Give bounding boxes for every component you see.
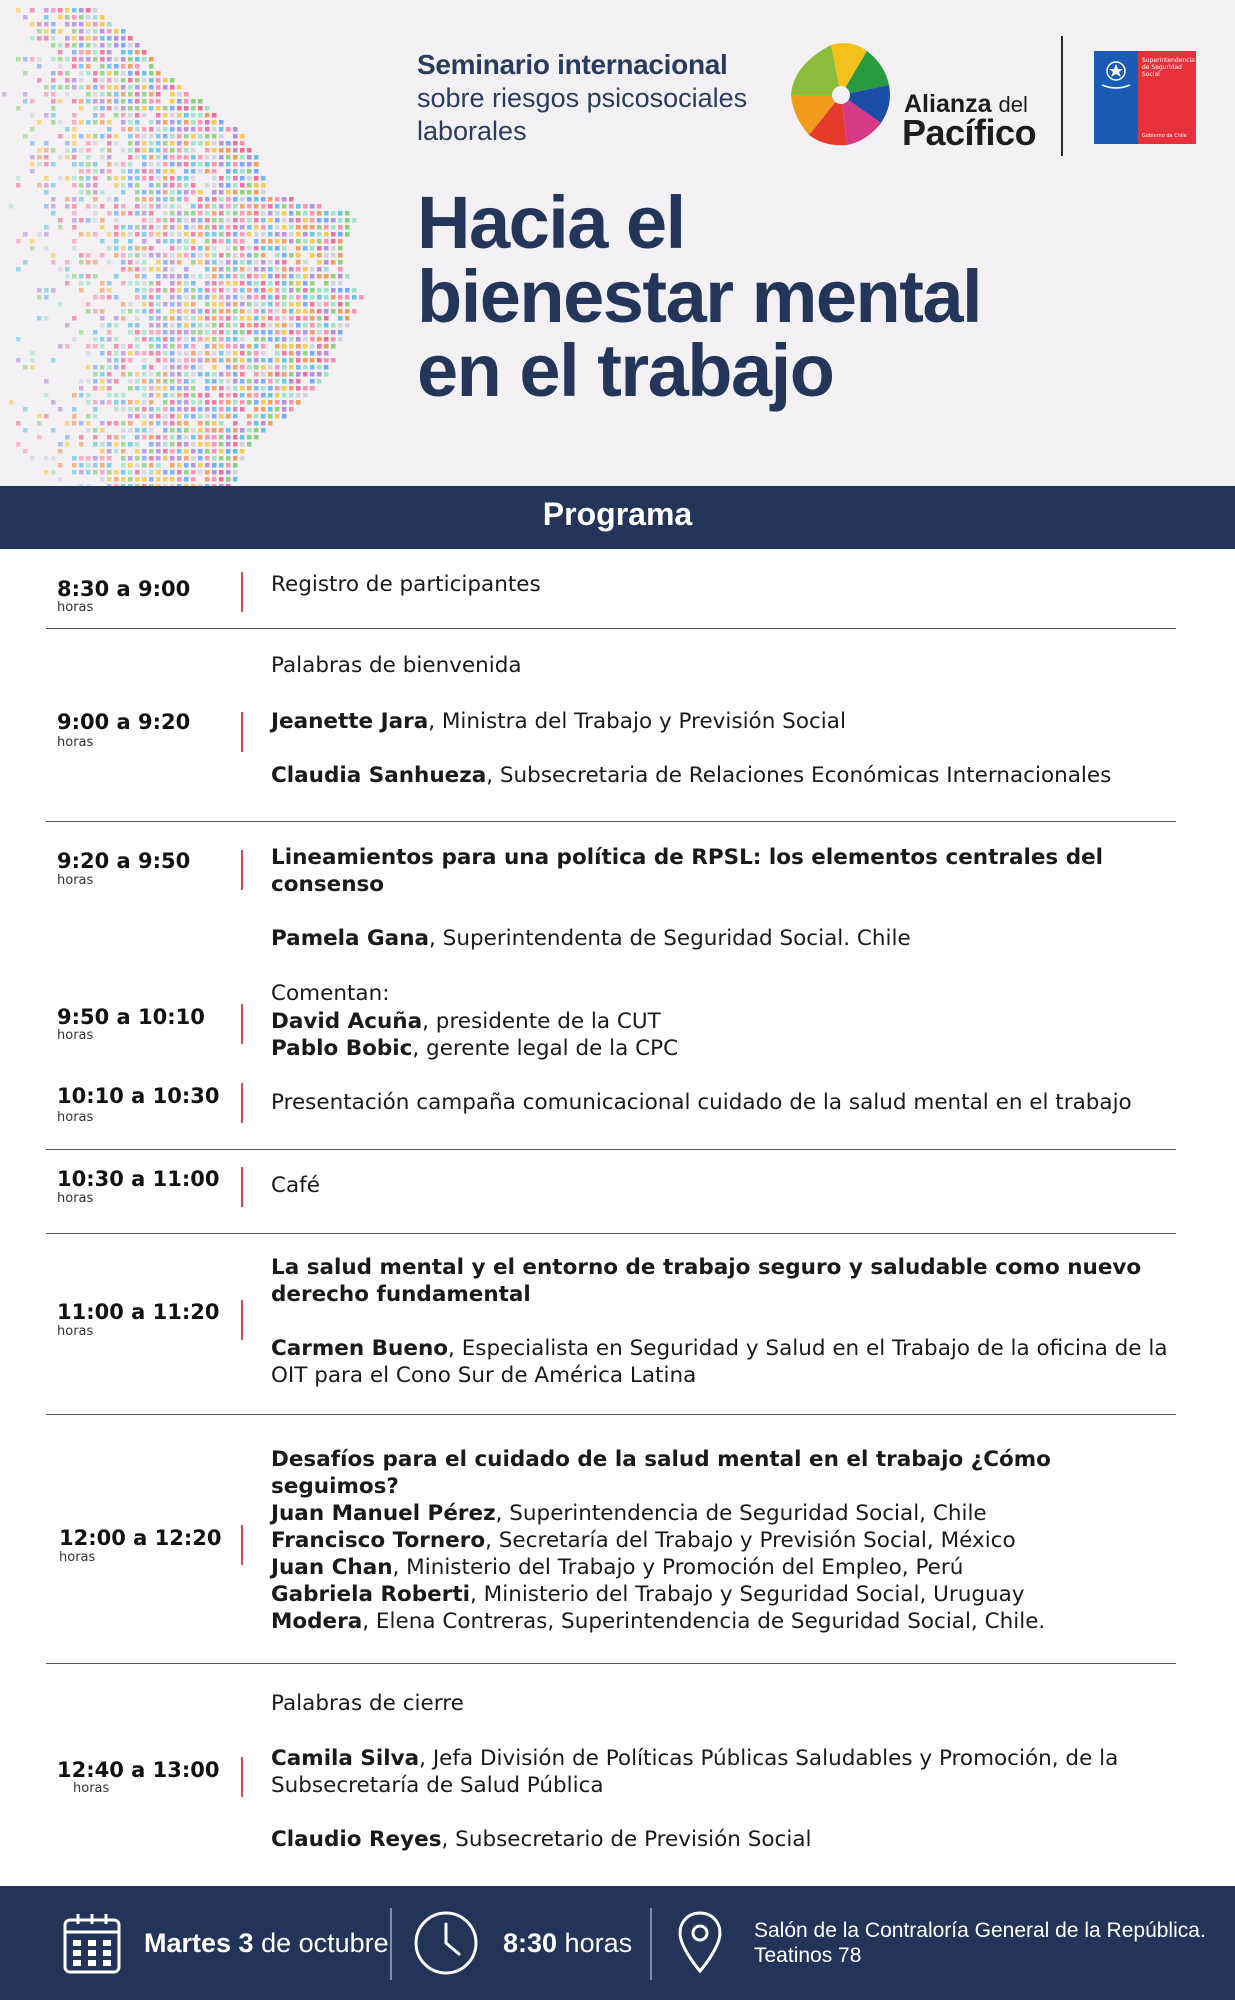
event-info-footer <box>0 1886 1235 2000</box>
session-title: Desafíos para el cuidado de la salud mental en el trabajo ¿Cómo seguimos? <box>271 1447 1051 1499</box>
row-divider <box>241 1757 243 1797</box>
row-separator <box>46 1663 1176 1664</box>
seminar-line-2: sobre riesgos psicosociales <box>417 83 748 113</box>
speaker-line: Camila Silva, Jefa División de Políticas Públicas Saludables y Promoción, de la Subsecretaría de Salud Pública <box>271 1746 1119 1798</box>
program-section-bar <box>0 486 1235 549</box>
seminar-subtitle <box>417 48 797 148</box>
time-unit: horas <box>57 600 94 615</box>
row-separator <box>46 1149 1176 1150</box>
time-unit: horas <box>57 1028 94 1043</box>
row-divider <box>241 1300 243 1340</box>
agenda-text: Presentación campaña comunicacional cuidado de la salud mental en el trabajo <box>271 1090 1132 1115</box>
seminar-line-3: laborales <box>417 116 527 146</box>
time-unit: horas <box>59 1550 96 1565</box>
event-location <box>754 1918 1206 1968</box>
event-date: Martes 3 de octubre <box>144 1928 389 1958</box>
coat-of-arms-icon <box>1094 55 1138 95</box>
gobierno-chile-logo <box>1094 51 1196 144</box>
event-time: 8:30 horas <box>503 1928 633 1958</box>
row-separator <box>46 821 1176 822</box>
session-title: La salud mental y el entorno de trabajo seguro y saludable como nuevo derecho fundamental <box>271 1255 1142 1307</box>
speaker-line: Modera, Elena Contreras, Superintendencia de Seguridad Social, Chile. <box>271 1609 1046 1634</box>
time-unit: horas <box>57 1110 94 1125</box>
agenda-intro: Palabras de cierre <box>271 1691 464 1716</box>
speaker-line: Pamela Gana, Superintendenta de Seguridad Social. Chile <box>271 926 911 951</box>
face-dots-illustration <box>0 0 400 486</box>
speaker-line: Claudio Reyes, Subsecretario de Previsión Social <box>271 1827 812 1852</box>
calendar-icon <box>63 1912 121 1974</box>
time-unit: horas <box>73 1781 110 1796</box>
footer-divider <box>650 1908 652 1980</box>
title-line-1: Hacia el <box>417 181 685 264</box>
time-label: 10:30 a 11:00 <box>57 1167 220 1191</box>
alianza-logo-word-1: Alianza del <box>904 90 1028 118</box>
time-unit: horas <box>57 1324 94 1339</box>
time-label: 11:00 a 11:20 <box>57 1300 220 1324</box>
time-label: 10:10 a 10:30 <box>57 1084 220 1108</box>
speaker-line: Francisco Tornero, Secretaría del Trabajo y Previsión Social, México <box>271 1528 1016 1553</box>
row-divider <box>241 1167 243 1207</box>
speaker-line: David Acuña, presidente de la CUT <box>271 1009 661 1034</box>
header <box>0 0 1235 486</box>
row-divider <box>241 572 243 612</box>
program-heading: Programa <box>542 496 693 532</box>
gob-logo-text: Superintendencia de Seguridad Social <box>1142 57 1195 78</box>
speaker-line: Claudia Sanhueza, Subsecretaria de Relaciones Económicas Internacionales <box>271 763 1112 788</box>
speaker-line: Juan Chan, Ministerio del Trabajo y Promoción del Empleo, Perú <box>271 1555 964 1580</box>
seminar-line-1: Seminario internacional <box>417 49 728 80</box>
alianza-logo-word-2: Pacífico <box>902 112 1037 153</box>
footer-divider <box>390 1908 392 1980</box>
time-label: 12:00 a 12:20 <box>59 1526 222 1550</box>
location-line-2: Teatinos 78 <box>754 1944 862 1967</box>
gob-logo-subtext: Gobierno de Chile <box>1142 133 1187 139</box>
row-separator <box>46 628 1176 629</box>
speaker-line: Jeanette Jara, Ministra del Trabajo y Previsión Social <box>271 709 846 734</box>
alianza-logo <box>786 40 1036 160</box>
alianza-logo-mark <box>786 40 896 150</box>
title-line-3: en el trabajo <box>417 329 834 412</box>
row-divider <box>241 712 243 752</box>
row-divider <box>241 1525 243 1565</box>
speaker-line: Gabriela Roberti, Ministerio del Trabajo y Seguridad Social, Uruguay <box>271 1582 1025 1607</box>
title-line-2: bienestar mental <box>417 255 982 338</box>
agenda-intro: Comentan: <box>271 981 390 1006</box>
time-unit: horas <box>57 735 94 750</box>
time-label: 8:30 a 9:00 <box>57 577 191 601</box>
speaker-line: Juan Manuel Pérez, Superintendencia de Seguridad Social, Chile <box>271 1501 987 1526</box>
time-label: 12:40 a 13:00 <box>57 1758 220 1782</box>
time-label: 9:50 a 10:10 <box>57 1005 205 1029</box>
clock-icon <box>413 1910 479 1976</box>
time-unit: horas <box>57 873 94 888</box>
agenda-intro: Palabras de bienvenida <box>271 653 522 678</box>
time-label: 9:20 a 9:50 <box>57 849 191 873</box>
row-divider <box>241 1004 243 1044</box>
page-title <box>417 181 1117 412</box>
speaker-line: Pablo Bobic, gerente legal de la CPC <box>271 1036 679 1061</box>
row-divider <box>241 850 243 890</box>
session-title: Lineamientos para una política de RPSL: los elementos centrales del consenso <box>271 845 1104 897</box>
logo-divider <box>1061 36 1063 156</box>
agenda-text: Registro de participantes <box>271 572 541 597</box>
row-separator <box>46 1414 1176 1415</box>
location-line-1: Salón de la Contraloría General de la República. <box>754 1919 1206 1942</box>
location-pin-icon <box>678 1911 722 1975</box>
time-unit: horas <box>57 1191 94 1206</box>
row-divider <box>241 1083 243 1123</box>
speaker-line: Carmen Bueno, Especialista en Seguridad y Salud en el Trabajo de la oficina de la OIT para el Cono Sur de América Latina <box>271 1336 1168 1388</box>
row-separator <box>46 1233 1176 1234</box>
time-label: 9:00 a 9:20 <box>57 710 191 734</box>
agenda-text: Café <box>271 1173 320 1198</box>
